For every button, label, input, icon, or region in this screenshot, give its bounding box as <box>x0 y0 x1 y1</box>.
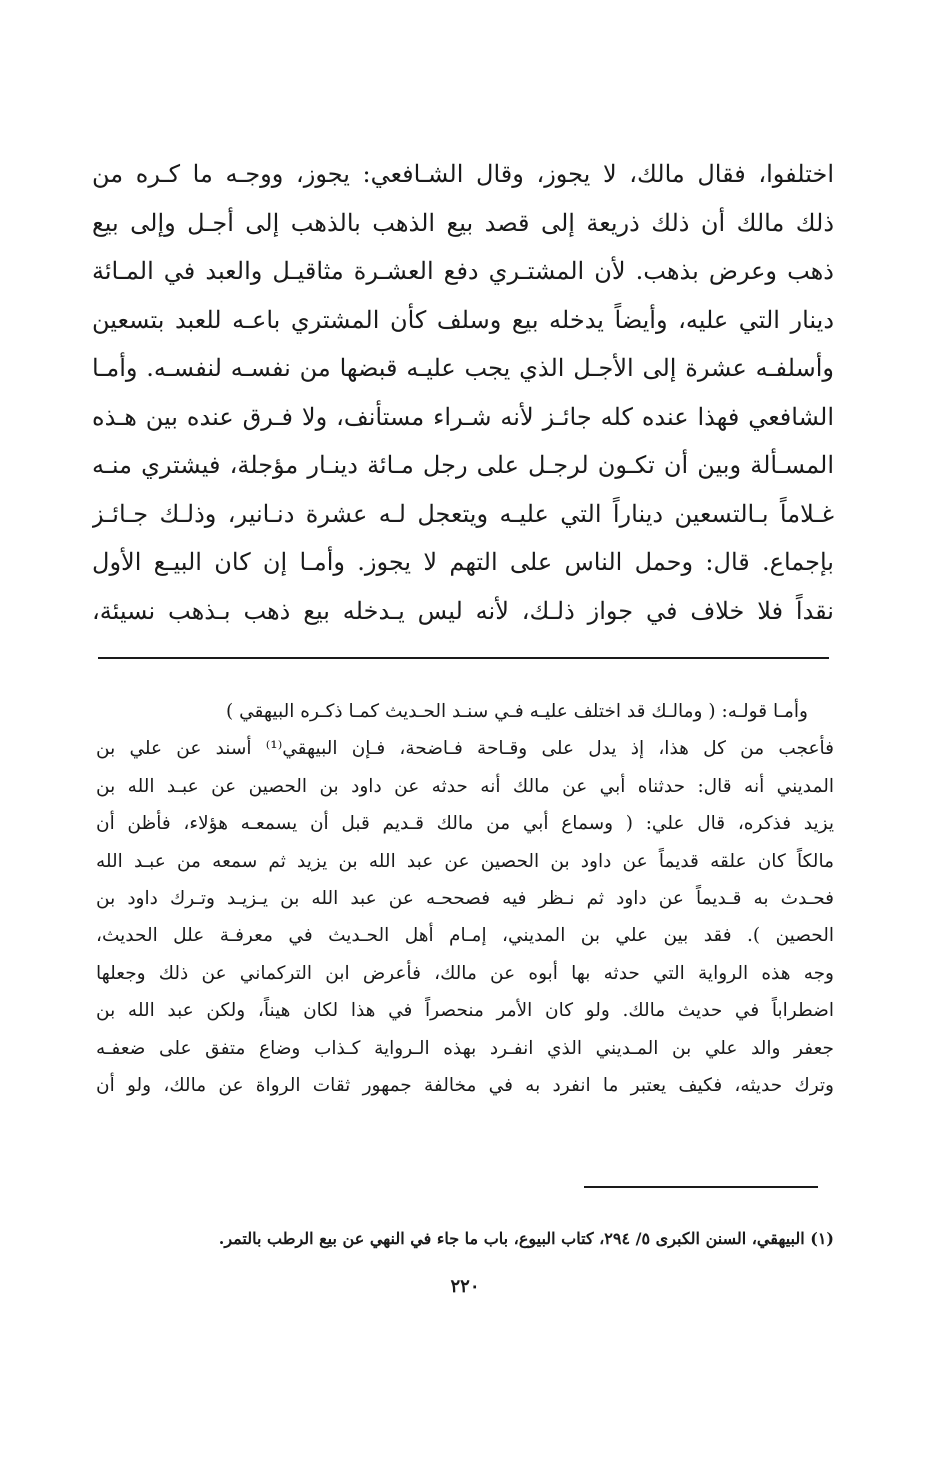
commentary-line: اضطراباً في حديث مالك. ولو كان الأمر منحصراً في هذا لكان هيناً، ولكن عبد الله بن <box>96 1000 834 1022</box>
commentary-line: يزيد فذكره، قال علي: ( وسماع أبي من مالك قـديم قبل أن يسمعـه هؤلاء، فأظن أن <box>96 813 834 835</box>
page-number: ٢٢٠ <box>450 1276 480 1297</box>
main-text-line: غـلاماً بـالتسعين ديناراً التي عليـه ويتعجل لـه عشرة دنـانير، وذلـك جـائـز <box>92 499 834 528</box>
footnote-rule <box>584 1186 818 1188</box>
commentary-line: جعفر والد علي بن المـديني الذي انفـرد بهذه الـرواية كـذاب وضاع متفق على ضعفـه <box>96 1037 834 1059</box>
main-text-line: بإجماع. قال: وحمل الناس على التهم لا يجوز. وأمـا إن كان البيـع الأول <box>92 548 834 576</box>
commentary-line: فأعجب من كل هذا، إذ يدل على وقـاحة فـاضحة، فـإن البيهقي⁽¹⁾ أسند عن علي بن <box>96 738 834 760</box>
section-divider <box>98 657 829 659</box>
main-text-line: دينار التي عليه، وأيضاً يدخله بيع وسلف كأن المشتري باعـه للعبد بتسعين <box>92 305 834 334</box>
commentary-line: الحصين ). فقد بين علي بن المديني، إمـام أهل الحـديث في معرفـة علل الحديث، <box>96 925 834 947</box>
main-text-line: الشافعي فهذا عنده كله جائـز لأنه شـراء مستأنف، ولا فـرق عنده بين هـذه <box>92 402 834 431</box>
main-text-line: المسـألة وبين أن تكـون لرجـل على رجل مـائة دينـار مؤجلة، فيشتري منـه <box>92 451 834 479</box>
commentary-line: المديني أنه قال: حدثناه أبي عن مالك أنه حدثه عن داود بن الحصين عن عبـد الله بن <box>96 775 834 797</box>
main-text-line: ذهب وعرض بذهب. لأن المشتـري دفع العشـرة مثاقيـل والعبد في المـائة <box>92 257 834 285</box>
main-text-line: اختلفوا، فقال مالك، لا يجوز، وقال الشـافعي: يجوز، ووجـه ما كـره من <box>92 160 834 188</box>
main-text-line: ذلك مالك أن ذلك ذريعة إلى قصد بيع الذهب بالذهب إلى أجـل وإلى بيع <box>92 208 834 237</box>
commentary-line: وترك حديثه، فكيف يعتبر ما انفرد به في مخالفة جمهور ثقات الرواة عن مالك، ولو أن <box>96 1074 834 1096</box>
commentary-block <box>96 693 834 1104</box>
commentary-line: مالكاً كان علقه قديماً عن داود بن الحصين عن عبد الله بن يزيد ثم سمعه من عبـد الله <box>96 850 834 872</box>
commentary-line: وأمـا قولـه: ( ومالـك قد اختلف عليـه فـي سنـد الحـديث كمـا ذكـره البيهقي ) <box>226 701 808 722</box>
footnote: (١) البيهقي، السنن الكبرى ٥/ ٢٩٤، كتاب البيوع، باب ما جاء في النهي عن بيع الرطب بالتمر. <box>218 1229 834 1248</box>
main-text-line: نقداً فلا خلاف في جواز ذلـك، لأنه ليس يـدخله بيع ذهب بـذهب نسيئة، <box>92 596 834 625</box>
commentary-line: فحـدث به قـديماً عن داود ثم نـظر فيه فصححـه عن عبد الله بن يـزيـد وتـرك داود بن <box>96 887 834 909</box>
commentary-line: وجه هذه الرواية التي حدثه بها أبوه عن مالك، فأعرض ابن التركماني عن ذلك وجعلها <box>96 962 834 984</box>
main-text-block <box>92 150 834 635</box>
main-text-line: وأسلفـه عشرة إلى الأجـل الذي يجب عليـه قبضها من نفسـه لنفسـه. وأمـا <box>92 354 834 382</box>
